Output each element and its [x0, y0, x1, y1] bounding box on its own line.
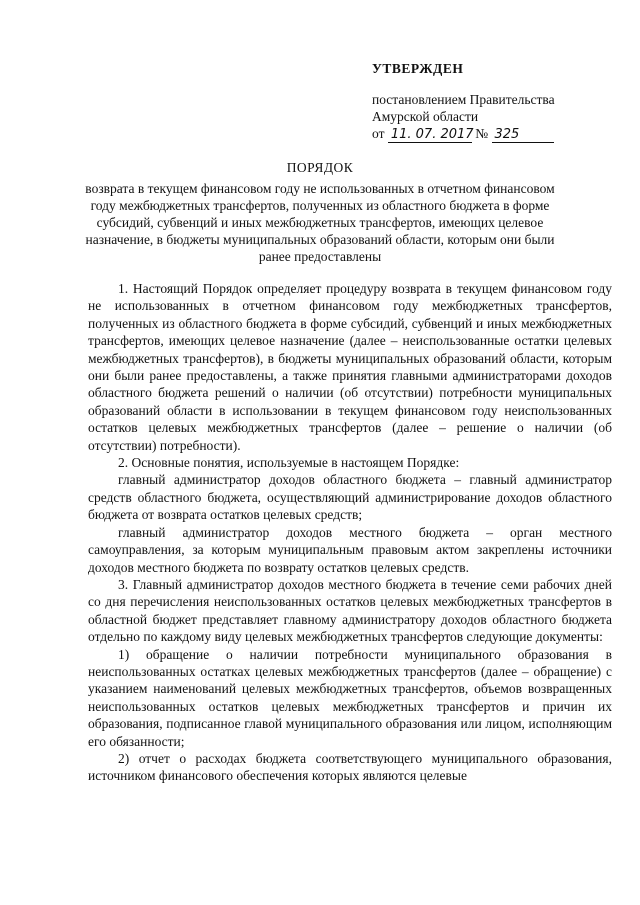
- approval-line-2: Амурской области: [372, 109, 479, 124]
- paragraph-2-definition-1: главный администратор доходов областного бюджета – главный администратор средств областного бюджета, осуществляющий администрирование доходов областного бюджета от возврата остатков целевых средств;: [88, 472, 612, 523]
- document-body: [88, 280, 612, 785]
- paragraph-3-item-1: 1) обращение о наличии потребности муниципального образования в неиспользованных остатках целевых межбюджетных трансфертов (далее – обращение) с указанием наименований целевых межбюджетных трансфертов, объемов возвращенных неиспользованных остатков целевых межбюджетных трансфертов и причин их образования, подписанное главой муниципального образования или лицом, исполняющим его обязанности;: [88, 646, 612, 749]
- approval-heading: УТВЕРЖДЕН: [372, 61, 464, 76]
- handwritten-date: 11. 07. 2017: [388, 128, 472, 143]
- handwritten-number: 325: [492, 128, 554, 143]
- number-prefix: №: [475, 126, 489, 141]
- approval-date-line: [372, 125, 622, 143]
- document-title: ПОРЯДОК: [286, 160, 354, 175]
- paragraph-1: 1. Настоящий Порядок определяет процедуру возврата в текущем финансовом году не использованных в отчетном финансовом году межбюджетных трансфертов, полученных из областного бюджета в форме субсидий, субвенций и иных межбюджетных трансфертов, имеющих целевое назначение (далее – неиспользованные остатки целевых межбюджетных трансфертов), в бюджеты муниципальных образований области, которым они были ранее предоставлены, а также принятия главными администраторами доходов областного бюджета решений о наличии (об отсутствии) потребности муниципальных образований области в использовании в текущем финансовом году неиспользованных остатков целевых межбюджетных трансфертов (далее – решение о наличии (об отсутствии) потребности).: [88, 281, 612, 453]
- paragraph-2-definition-2: главный администратор доходов местного бюджета – орган местного самоуправления, за которым муниципальным правовым актом закреплены источники доходов местного бюджета по возврату остатков целевых средств.: [88, 524, 612, 575]
- paragraph-3-item-2: 2) отчет о расходах бюджета соответствующего муниципального образования, источником финансового обеспечения которых являются целевые: [88, 750, 612, 784]
- approval-line-1: постановлением Правительства: [372, 92, 555, 107]
- approval-block: [372, 60, 622, 143]
- document-subtitle: возврата в текущем финансовом году не использованных в отчетном финансовом году межбюджетных трансфертов, полученных из областного бюджета в форме субсидий, субвенций и иных межбюджетных трансфертов, имеющих целевое назначение, в бюджеты муниципальных образований области, которым они были ранее предоставлены: [85, 181, 555, 264]
- paragraph-2: 2. Основные понятия, используемые в настоящем Порядке:: [118, 455, 460, 471]
- date-prefix: от: [372, 126, 385, 141]
- paragraph-3: 3. Главный администратор доходов местного бюджета в течение семи рабочих дней со дня перечисления неиспользованных остатков целевых межбюджетных трансфертов в областной бюджет представляет главному администратору доходов областного бюджета отдельно по каждому виду целевых межбюджетных трансфертов следующие документы:: [88, 576, 612, 645]
